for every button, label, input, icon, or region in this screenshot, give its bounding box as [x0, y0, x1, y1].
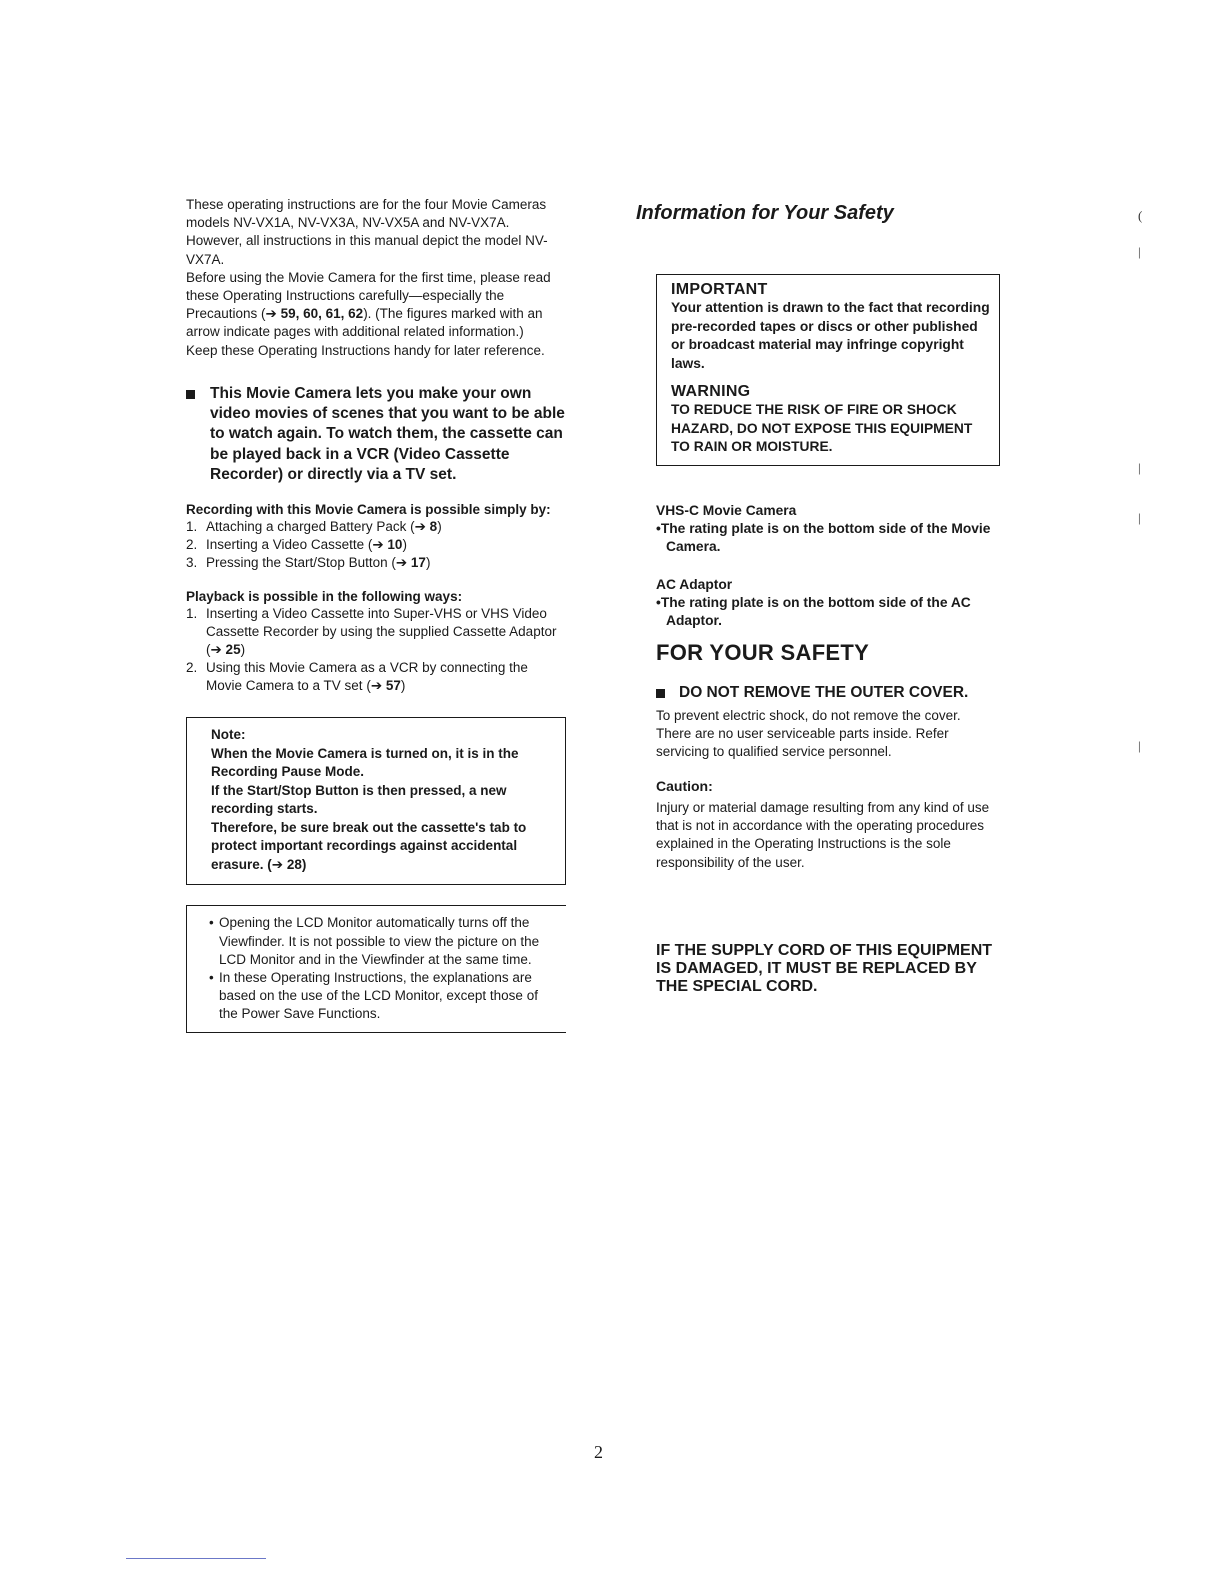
note-line-1: When the Movie Camera is turned on, it is in the Recording Pause Mode.	[211, 745, 519, 780]
step-number: 3.	[186, 555, 198, 571]
scan-edge-mark: |	[1138, 510, 1141, 525]
list-item	[209, 914, 552, 969]
step-text: Using this Movie Camera as a VCR by connecting the Movie Camera to a TV set (	[206, 660, 528, 694]
step-end: )	[400, 678, 406, 694]
note-title: Note:	[211, 727, 246, 743]
step-text: Inserting a Video Cassette into Super-VHS or VHS Video Cassette Recorder by using the supplied Cassette Adaptor (	[206, 606, 557, 658]
step-text: Inserting a Video Cassette (	[206, 537, 373, 553]
vhsc-heading: VHS-C Movie Camera	[656, 503, 797, 518]
ac-rating-plate	[656, 576, 991, 630]
intro-paragraph-3: Keep these Operating Instructions handy for later reference.	[186, 342, 545, 358]
list-item	[209, 969, 552, 1024]
step-ref: ➔ 25	[210, 642, 241, 658]
bullet-text-2: In these Operating Instructions, the explanations are based on the use of the LCD Monitor, except those of the Power Save Functions.	[219, 969, 538, 1022]
electric-shock-text: To prevent electric shock, do not remove the cover. There are no user serviceable parts inside. Refer servicing to qualified service personnel.	[656, 708, 961, 760]
step-number: 1.	[186, 519, 198, 535]
intro-text	[186, 196, 566, 360]
supply-cord-warning: IF THE SUPPLY CORD OF THIS EQUIPMENT IS DAMAGED, IT MUST BE REPLACED BY THE SPECIAL CORD.	[656, 942, 993, 995]
step-end: )	[425, 555, 431, 571]
step-number: 2.	[186, 660, 198, 676]
note-box	[186, 717, 566, 885]
caution-text: Injury or material damage resulting from any kind of use that is not in accordance with the operating procedures explained in the Operating Instructions is the sole responsibility of the user.	[656, 800, 990, 870]
note-line-3: Therefore, be sure break out the cassette's tab to protect important recordings against accidental erasure. (➔ 28)	[211, 819, 527, 872]
list-item	[186, 536, 566, 554]
recording-steps	[186, 518, 566, 572]
step-text: Pressing the Start/Stop Button (	[206, 555, 396, 571]
bullet-dot-icon: •	[209, 915, 214, 931]
scan-edge-mark: |	[1138, 460, 1141, 475]
step-text: Attaching a charged Battery Pack (	[206, 519, 415, 535]
step-number: 1.	[186, 606, 198, 622]
step-ref: ➔ 10	[372, 537, 403, 553]
vhsc-text: •The rating plate is on the bottom side of the Movie Camera.	[656, 521, 991, 554]
ac-heading: AC Adaptor	[656, 577, 733, 592]
important-warning-box	[656, 274, 1000, 466]
scan-edge-mark: (	[1138, 208, 1143, 223]
caution-heading: Caution:	[656, 778, 713, 794]
intro-p2-ref: ➔ 59, 60, 61, 62	[265, 306, 364, 322]
important-text: Your attention is drawn to the fact that recording pre-recorded tapes or discs or other published or broadcast material may infringe copyright laws.	[671, 300, 990, 371]
footer-divider	[126, 1558, 266, 1559]
step-ref: ➔ 57	[370, 678, 401, 694]
bullet-text-1: Opening the LCD Monitor automatically turns off the Viewfinder. It is not possible to view the picture on the LCD Monitor and in the Viewfinder at the same time.	[219, 915, 540, 967]
list-item	[186, 659, 566, 695]
intro-paragraph-2	[186, 269, 566, 342]
intro-paragraph-1: These operating instructions are for the four Movie Cameras models NV-VX1A, NV-VX3A, NV-VX5A and NV-VX7A. However, all instructions in this manual depict the model NV-VX7A.	[186, 197, 548, 267]
note-line-2: If the Start/Stop Button is then pressed, a new recording starts.	[211, 782, 507, 817]
scan-edge-mark: |	[1138, 738, 1141, 753]
recording-heading: Recording with this Movie Camera is possible simply by:	[186, 502, 551, 518]
bullet-dot-icon: •	[209, 969, 214, 985]
page-title: Information for Your Safety	[636, 202, 894, 224]
scan-edge-mark: |	[1138, 244, 1141, 259]
warning-text: TO REDUCE THE RISK OF FIRE OR SHOCK HAZARD, DO NOT EXPOSE THIS EQUIPMENT TO RAIN OR MOISTURE.	[671, 402, 973, 454]
step-number: 2.	[186, 537, 198, 553]
playback-steps	[186, 605, 566, 695]
square-bullet-icon	[186, 390, 195, 399]
playback-heading: Playback is possible in the following ways:	[186, 589, 463, 605]
feature-text: This Movie Camera lets you make your own video movies of scenes that you want to be able to watch again. To watch them, the cassette can be played back in a VCR (Video Cassette Recorder) or directly via a TV set.	[210, 384, 565, 484]
ac-text: •The rating plate is on the bottom side of the AC Adaptor.	[656, 595, 971, 628]
step-end: )	[402, 537, 407, 553]
step-end: )	[240, 642, 246, 658]
square-bullet-icon	[656, 689, 665, 698]
important-heading: IMPORTANT	[671, 281, 768, 298]
intro-p2-after: ). (The figures marked with an arrow indicate pages with additional related information.)	[186, 306, 543, 340]
for-your-safety-heading: FOR YOUR SAFETY	[656, 640, 870, 665]
intro-p2-before: Before using the Movie Camera for the first time, please read these Operating Instructions carefully—especially the Precautions (	[186, 269, 551, 322]
vhsc-rating-plate	[656, 502, 991, 556]
left-column	[186, 196, 566, 1033]
do-not-remove-text: DO NOT REMOVE THE OUTER COVER.	[679, 684, 969, 701]
do-not-remove-heading	[656, 684, 968, 702]
list-item	[186, 518, 566, 536]
step-ref: ➔ 17	[395, 555, 426, 571]
lcd-info-box	[186, 905, 566, 1032]
feature-statement	[186, 384, 566, 485]
page-number: 2	[594, 1442, 603, 1462]
step-end: )	[437, 519, 442, 535]
step-ref: ➔ 8	[414, 519, 438, 535]
list-item	[186, 605, 566, 659]
list-item	[186, 554, 566, 572]
warning-heading: WARNING	[671, 383, 751, 400]
